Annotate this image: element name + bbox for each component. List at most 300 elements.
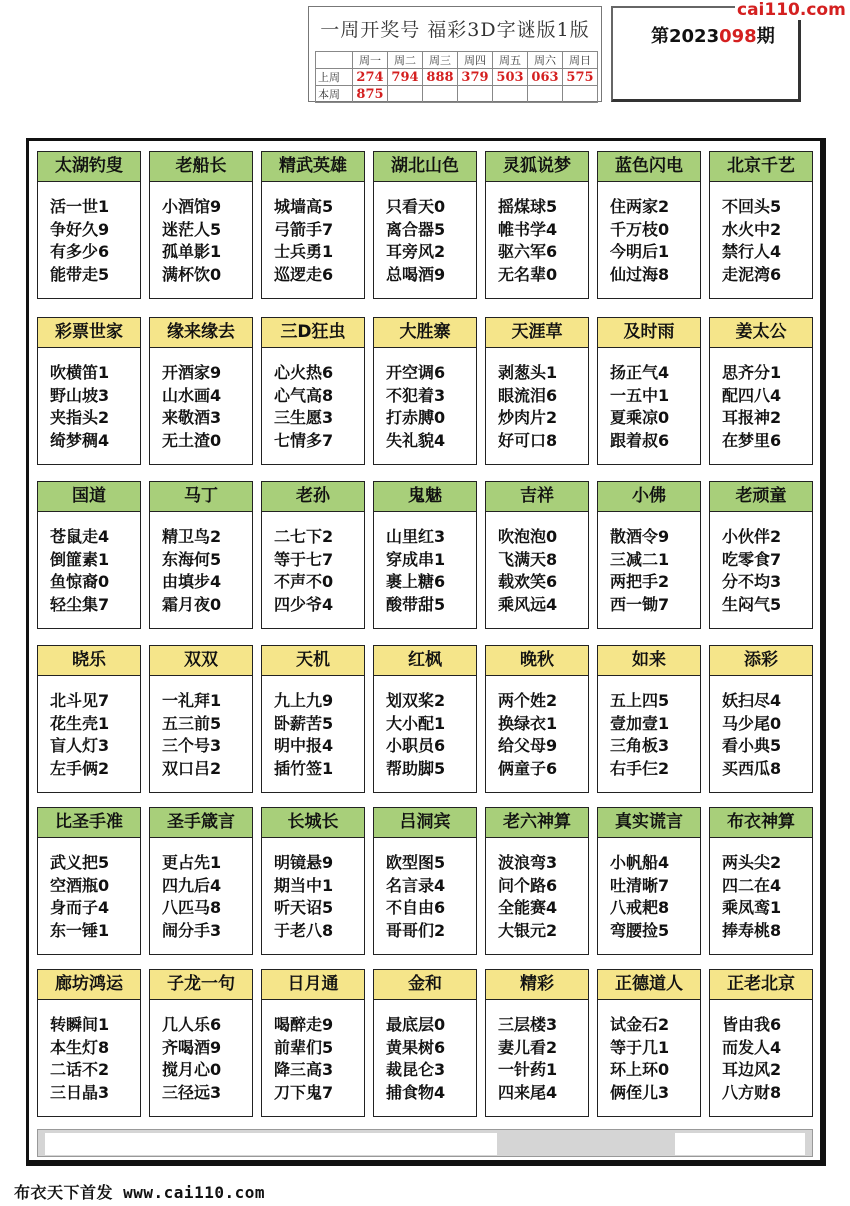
riddle-cell-title: 蓝色闪电 (598, 152, 700, 182)
riddle-cell (485, 151, 589, 299)
riddle-lines (498, 690, 557, 780)
riddle-line: 小职员6 (386, 736, 446, 755)
issue-number-panel (611, 6, 801, 102)
riddle-line: 北斗见7 (50, 691, 110, 710)
riddle-lines (162, 526, 221, 616)
riddle-cell (485, 969, 589, 1117)
riddle-cell (373, 151, 477, 299)
riddle-line: 一五中1 (610, 385, 670, 405)
riddle-cell-title: 湖北山色 (374, 152, 476, 182)
riddle-cell-title: 双双 (150, 646, 252, 676)
riddle-cell (149, 969, 253, 1117)
riddle-line: 扬正气4 (610, 363, 670, 382)
riddle-line: 盲人灯3 (50, 736, 110, 755)
riddle-line: 五三前5 (162, 713, 222, 733)
riddle-line: 妻儿看2 (498, 1037, 558, 1057)
riddle-line: 七情多7 (274, 430, 334, 450)
riddle-cell-title: 如来 (598, 646, 700, 676)
riddle-lines (50, 362, 109, 452)
draw-number: 875 (353, 86, 388, 103)
riddle-line: 三生愿3 (274, 408, 334, 427)
riddle-cell (597, 645, 701, 793)
day-header-row (316, 52, 598, 69)
riddle-line: 思齐分1 (722, 363, 782, 382)
riddle-line: 空酒瓶0 (50, 875, 110, 895)
riddle-line: 明镜悬9 (274, 853, 334, 872)
riddle-line: 无名辈0 (498, 264, 558, 284)
issue-suffix: 期 (756, 26, 775, 47)
riddle-line: 野山坡3 (50, 385, 110, 405)
draw-number: 575 (563, 69, 598, 86)
riddle-line: 大银元2 (498, 920, 558, 940)
riddle-line: 倒篚素1 (50, 549, 110, 569)
riddle-line: 俩侄儿3 (610, 1082, 670, 1102)
riddle-cell-title: 正德道人 (598, 970, 700, 1000)
riddle-line: 等于七7 (274, 549, 334, 569)
riddle-cell-title: 国道 (38, 482, 140, 512)
weekly-draw-title: 一周开奖号 福彩3D字谜版1版 (320, 19, 590, 41)
riddle-line: 齐喝酒9 (162, 1037, 222, 1057)
riddle-line: 载欢笑6 (498, 572, 558, 591)
riddle-line: 于老八8 (274, 920, 334, 940)
riddle-line: 分不均3 (722, 572, 782, 591)
riddle-lines (722, 196, 781, 286)
riddle-lines (722, 1014, 781, 1104)
riddle-line: 八戒耙8 (610, 898, 670, 917)
site-logo[interactable]: cai110.com (737, 0, 846, 20)
riddle-cell-title: 精武英雄 (262, 152, 364, 182)
riddle-line: 买西瓜8 (722, 758, 782, 778)
riddle-line: 两把手2 (610, 572, 670, 591)
riddle-line: 吐清晰7 (610, 875, 670, 895)
riddle-line: 夏乘凉0 (610, 408, 670, 427)
riddle-cell (373, 807, 477, 955)
riddle-line: 壹加壹1 (610, 713, 670, 733)
riddle-line: 前辈们5 (274, 1037, 334, 1057)
riddle-line: 无土渣0 (162, 430, 222, 450)
riddle-lines (386, 362, 445, 452)
riddle-cell-title: 圣手箴言 (150, 808, 252, 838)
riddle-line: 活一世1 (50, 197, 110, 216)
riddle-line: 卧薪苦5 (274, 713, 334, 733)
riddle-cell (597, 317, 701, 465)
riddle-line: 耳报神2 (722, 408, 782, 427)
day-label: 周六 (528, 52, 563, 69)
draw-number: 274 (353, 69, 388, 86)
riddle-line: 开酒家9 (162, 363, 222, 382)
riddle-line: 住两家2 (610, 197, 670, 216)
riddle-cell-title: 长城长 (262, 808, 364, 838)
riddle-line: 三个号3 (162, 736, 222, 755)
riddle-line: 来敬酒3 (162, 408, 222, 427)
riddle-line: 试金石2 (610, 1015, 670, 1034)
riddle-line: 马少尾0 (722, 713, 782, 733)
riddle-line: 吃零食7 (722, 549, 782, 569)
riddle-lines (162, 362, 221, 452)
riddle-line: 士兵勇1 (274, 242, 334, 261)
riddle-cell-title: 吕洞宾 (374, 808, 476, 838)
riddle-line: 禁行人4 (722, 242, 782, 261)
riddle-line: 两个姓2 (498, 691, 558, 710)
riddle-line: 乘风远4 (498, 594, 558, 614)
riddle-line: 今明后1 (610, 242, 670, 261)
riddle-line: 散酒令9 (610, 527, 670, 546)
bottom-bar-slot-right (675, 1133, 805, 1155)
riddle-line: 开空调6 (386, 363, 446, 382)
riddle-cell-title: 缘来缘去 (150, 318, 252, 348)
riddle-line: 九上九9 (274, 691, 334, 710)
riddle-line: 摇煤球5 (498, 197, 558, 216)
riddle-lines (386, 852, 445, 942)
riddle-line: 右手仨2 (610, 758, 670, 778)
riddle-line: 二七下2 (274, 527, 334, 546)
riddle-line: 不回头5 (722, 197, 782, 216)
riddle-line: 转瞬间1 (50, 1015, 110, 1034)
riddle-line: 裁昆仑3 (386, 1060, 446, 1079)
riddle-line: 最底层0 (386, 1015, 446, 1034)
riddle-cell-title: 彩票世家 (38, 318, 140, 348)
riddle-line: 打赤膊0 (386, 408, 446, 427)
riddle-line: 四少爷4 (274, 594, 334, 614)
riddle-line: 炒肉片2 (498, 408, 558, 427)
riddle-line: 听天诏5 (274, 898, 334, 917)
riddle-cell-title: 精彩 (486, 970, 588, 1000)
riddle-line: 乘凤鸾1 (722, 898, 782, 917)
riddle-cell (149, 645, 253, 793)
riddle-lines (386, 196, 445, 286)
riddle-line: 期当中1 (274, 875, 334, 895)
riddle-cell (261, 807, 365, 955)
riddle-cell (597, 807, 701, 955)
riddle-line: 总喝酒9 (386, 264, 446, 284)
riddle-lines (610, 526, 669, 616)
riddle-line: 好可口8 (498, 430, 558, 450)
riddle-line: 哥哥们2 (386, 920, 446, 940)
riddle-cell (373, 317, 477, 465)
riddle-line: 一针药1 (498, 1060, 558, 1079)
riddle-cell (709, 969, 813, 1117)
riddle-cell-title: 子龙一句 (150, 970, 252, 1000)
riddle-lines (610, 852, 669, 942)
riddle-lines (50, 526, 109, 616)
riddle-line: 八方财8 (722, 1082, 782, 1102)
riddle-cell (597, 481, 701, 629)
riddle-lines (274, 526, 333, 616)
riddle-line: 划双桨2 (386, 691, 446, 710)
riddle-line: 几人乐6 (162, 1015, 222, 1034)
draw-number (493, 86, 528, 103)
riddle-lines (274, 852, 333, 942)
riddle-cell (485, 481, 589, 629)
riddle-cell (261, 481, 365, 629)
riddle-cell-title: 晚秋 (486, 646, 588, 676)
riddle-line: 剥葱头1 (498, 363, 558, 382)
riddle-lines (274, 1014, 333, 1104)
riddle-line: 问个路6 (498, 875, 558, 895)
riddle-line: 由填步4 (162, 572, 222, 591)
riddle-lines (50, 852, 109, 942)
riddle-line: 弓箭手7 (274, 219, 334, 239)
riddle-line: 环上环0 (610, 1060, 670, 1079)
riddle-line: 本生灯8 (50, 1037, 110, 1057)
riddle-line: 山里红3 (386, 527, 446, 546)
riddle-cell-title: 太湖钓叟 (38, 152, 140, 182)
riddle-lines (162, 1014, 221, 1104)
riddle-lines (274, 196, 333, 286)
riddle-line: 跟着叔6 (610, 430, 670, 450)
riddle-line: 大小配1 (386, 713, 446, 733)
riddle-cell (709, 317, 813, 465)
riddle-line: 三日晶3 (50, 1082, 110, 1102)
riddle-cell (261, 645, 365, 793)
riddle-line: 四来尾4 (498, 1082, 558, 1102)
riddle-lines (498, 852, 557, 942)
riddle-line: 吹横笛1 (50, 363, 110, 382)
riddle-cell-title: 布衣神算 (710, 808, 812, 838)
draw-number: 063 (528, 69, 563, 86)
riddle-line: 仙过海8 (610, 264, 670, 284)
riddle-line: 明中报4 (274, 736, 334, 755)
riddle-cell (373, 481, 477, 629)
day-label: 周一 (353, 52, 388, 69)
riddle-cell-title: 姜太公 (710, 318, 812, 348)
draw-number: 888 (423, 69, 458, 86)
riddle-line: 生闷气5 (722, 594, 782, 614)
issue-label (651, 22, 775, 48)
riddle-lines (162, 196, 221, 286)
riddle-cell-title: 正老北京 (710, 970, 812, 1000)
riddle-lines (498, 362, 557, 452)
riddle-line: 搅月心0 (162, 1060, 222, 1079)
riddle-cell (485, 317, 589, 465)
day-label: 周日 (563, 52, 598, 69)
riddle-lines (498, 196, 557, 286)
riddle-line: 孤单影1 (162, 242, 222, 261)
day-label: 周二 (388, 52, 423, 69)
riddle-cell (709, 151, 813, 299)
riddle-lines (610, 196, 669, 286)
riddle-lines (50, 196, 109, 286)
riddle-line: 喝醉走9 (274, 1015, 334, 1034)
riddle-line: 耳旁风2 (386, 242, 446, 261)
riddle-cell-title: 比圣手准 (38, 808, 140, 838)
riddle-lines (50, 690, 109, 780)
riddle-lines (722, 690, 781, 780)
riddle-line: 西一锄7 (610, 594, 670, 614)
riddle-cell-title: 吉祥 (486, 482, 588, 512)
riddle-cell (373, 645, 477, 793)
riddle-line: 闹分手3 (162, 920, 222, 940)
riddle-line: 看小典5 (722, 736, 782, 755)
riddle-line: 欧型图5 (386, 853, 446, 872)
footer-credit: 布衣天下首发 www.cai110.com (14, 1183, 265, 1202)
draw-number (423, 86, 458, 103)
riddle-line: 心火热6 (274, 363, 334, 382)
riddle-cell (485, 807, 589, 955)
riddle-line: 裹上糖6 (386, 572, 446, 591)
riddle-line: 迷茫人5 (162, 219, 222, 239)
riddle-line: 帮助脚5 (386, 758, 446, 778)
riddle-line: 给父母9 (498, 736, 558, 755)
riddle-line: 耳边风2 (722, 1060, 782, 1079)
riddle-line: 能带走5 (50, 264, 110, 284)
riddle-lines (386, 1014, 445, 1104)
riddle-line: 只看天0 (386, 197, 446, 216)
riddle-line: 山水画4 (162, 385, 222, 405)
bottom-bar-slot-left (45, 1133, 497, 1155)
riddle-cell-title: 老孙 (262, 482, 364, 512)
riddle-line: 捧寿桃8 (722, 920, 782, 940)
riddle-line: 身而子4 (50, 898, 110, 917)
riddle-cell (37, 151, 141, 299)
riddle-line: 巡逻走6 (274, 264, 334, 284)
riddle-line: 东一锤1 (50, 920, 110, 940)
riddle-line: 武义把5 (50, 853, 110, 872)
riddle-line: 弯腰捡5 (610, 920, 670, 940)
riddle-line: 三层楼3 (498, 1015, 558, 1034)
riddle-line: 妖扫尽4 (722, 691, 782, 710)
riddle-line: 小伙伴2 (722, 527, 782, 546)
riddle-line: 名言录4 (386, 875, 446, 895)
riddle-line: 苍鼠走4 (50, 527, 110, 546)
riddle-line: 驱六军6 (498, 242, 558, 261)
riddle-cell-title: 小佛 (598, 482, 700, 512)
weekly-draw-table (315, 51, 598, 103)
riddle-line: 眼流泪6 (498, 385, 558, 405)
riddle-line: 全能赛4 (498, 898, 558, 917)
riddle-lines (722, 852, 781, 942)
last-week-label: 上周 (316, 69, 353, 86)
riddle-cell-title: 大胜寨 (374, 318, 476, 348)
riddle-line: 不声不0 (274, 572, 334, 591)
riddle-line: 飞满天8 (498, 549, 558, 569)
riddle-lines (610, 690, 669, 780)
riddle-cell-title: 添彩 (710, 646, 812, 676)
riddle-cell (37, 969, 141, 1117)
riddle-lines (162, 852, 221, 942)
riddle-line: 左手俩2 (50, 758, 110, 778)
riddle-cell (149, 807, 253, 955)
riddle-line: 在梦里6 (722, 430, 782, 450)
riddle-line: 更占先1 (162, 853, 222, 872)
riddle-line: 霜月夜0 (162, 594, 222, 614)
riddle-line: 而发人4 (722, 1037, 782, 1057)
riddle-lines (498, 526, 557, 616)
riddle-line: 绮梦稠4 (50, 430, 110, 450)
riddle-line: 鱼惊裔0 (50, 572, 110, 591)
riddle-line: 换绿衣1 (498, 713, 558, 733)
riddle-line: 夹指头2 (50, 408, 110, 427)
riddle-line: 四九后4 (162, 875, 222, 895)
riddle-line: 小帆船4 (610, 853, 670, 872)
riddle-line: 轻尘集7 (50, 594, 110, 614)
riddle-cell-title: 北京千艺 (710, 152, 812, 182)
riddle-cell (261, 317, 365, 465)
riddle-line: 不犯着3 (386, 385, 446, 405)
riddle-lines (386, 526, 445, 616)
riddle-lines (722, 362, 781, 452)
riddle-line: 五上四5 (610, 691, 670, 710)
riddle-line: 满杯饮0 (162, 264, 222, 284)
riddle-cell (709, 645, 813, 793)
riddle-line: 千万枝0 (610, 219, 670, 239)
riddle-cell (373, 969, 477, 1117)
riddle-cell (261, 969, 365, 1117)
draw-number (388, 86, 423, 103)
riddle-line: 小酒馆9 (162, 197, 222, 216)
riddle-line: 吹泡泡0 (498, 527, 558, 546)
weekly-draw-panel (308, 6, 602, 102)
riddle-lines (722, 526, 781, 616)
riddle-line: 争好久9 (50, 219, 110, 239)
riddle-line: 黄果树6 (386, 1037, 446, 1057)
last-week-row (316, 69, 598, 86)
riddle-line: 捕食物4 (386, 1082, 446, 1102)
day-label: 周五 (493, 52, 528, 69)
day-label: 周三 (423, 52, 458, 69)
riddle-line: 刀下鬼7 (274, 1082, 334, 1102)
day-label: 周四 (458, 52, 493, 69)
riddle-cell (597, 151, 701, 299)
riddle-cell-title: 灵狐说梦 (486, 152, 588, 182)
riddle-lines (50, 1014, 109, 1104)
riddle-line: 二话不2 (50, 1060, 110, 1079)
riddle-grid-frame (26, 138, 826, 1166)
riddle-line: 插竹签1 (274, 758, 334, 778)
riddle-cell-title: 老六神算 (486, 808, 588, 838)
riddle-line: 精卫鸟2 (162, 527, 222, 546)
riddle-cell-title: 真实谎言 (598, 808, 700, 838)
riddle-line: 穿成串1 (386, 549, 446, 569)
riddle-cell-title: 马丁 (150, 482, 252, 512)
draw-number (528, 86, 563, 103)
riddle-cell (261, 151, 365, 299)
riddle-line: 波浪弯3 (498, 853, 558, 872)
riddle-cell (37, 645, 141, 793)
riddle-line: 酸带甜5 (386, 594, 446, 614)
draw-number: 379 (458, 69, 493, 86)
riddle-cell-title: 及时雨 (598, 318, 700, 348)
riddle-lines (274, 362, 333, 452)
riddle-line: 双口吕2 (162, 758, 222, 778)
riddle-cell-title: 廊坊鸿运 (38, 970, 140, 1000)
riddle-line: 俩童子6 (498, 758, 558, 778)
riddle-cell-title: 鬼魅 (374, 482, 476, 512)
this-week-label: 本周 (316, 86, 353, 103)
riddle-cell (149, 317, 253, 465)
riddle-line: 离合器5 (386, 219, 446, 239)
riddle-line: 走泥湾6 (722, 264, 782, 284)
riddle-line: 花生壳1 (50, 713, 110, 733)
riddle-line: 城墙高5 (274, 197, 334, 216)
riddle-cell (485, 645, 589, 793)
riddle-cell-title: 日月通 (262, 970, 364, 1000)
riddle-cell (597, 969, 701, 1117)
riddle-line: 有多少6 (50, 242, 110, 261)
riddle-line: 东海何5 (162, 549, 222, 569)
draw-number: 794 (388, 69, 423, 86)
riddle-cell-title: 老顽童 (710, 482, 812, 512)
riddle-cell-title: 红枫 (374, 646, 476, 676)
riddle-cell-title: 老船长 (150, 152, 252, 182)
riddle-cell-title: 晓乐 (38, 646, 140, 676)
riddle-cell (709, 807, 813, 955)
riddle-cell (37, 807, 141, 955)
riddle-line: 配四八4 (722, 385, 782, 405)
riddle-line: 失礼貌4 (386, 430, 446, 450)
riddle-line: 水火中2 (722, 219, 782, 239)
riddle-line: 降三高3 (274, 1060, 334, 1079)
